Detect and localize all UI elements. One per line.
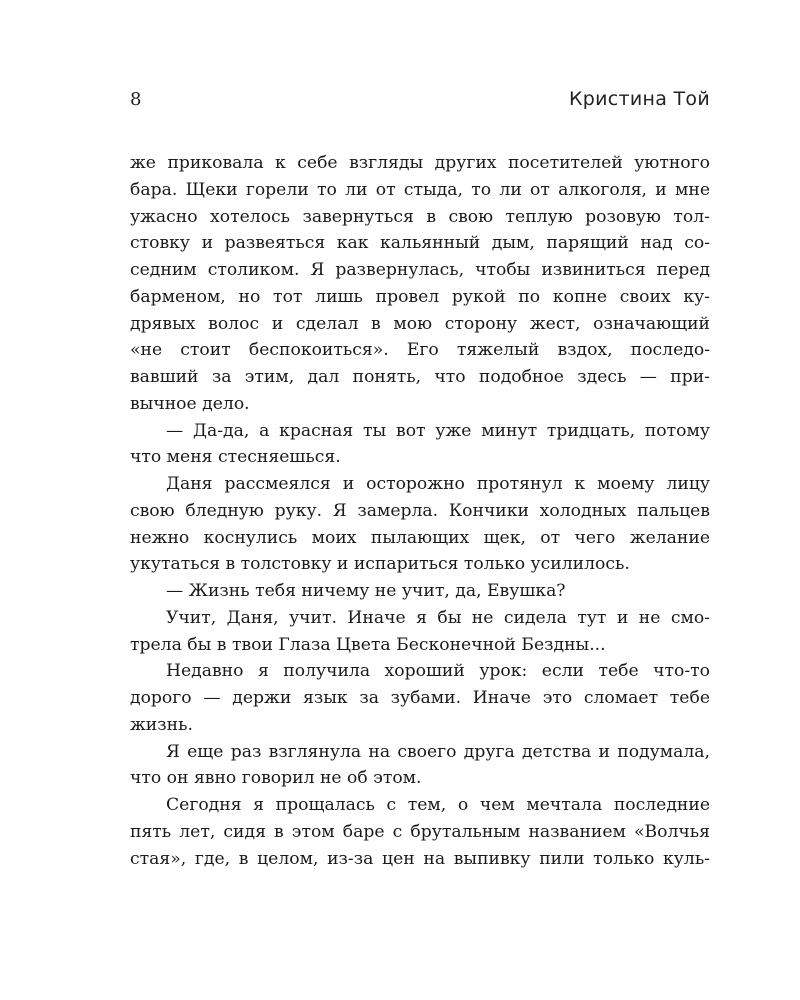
text-line: вычное дело. <box>130 393 250 414</box>
text-line: ужасно хотелось завернуться в свою теплую розовую тол- <box>130 206 710 227</box>
text-line: седним столиком. Я развернулась, чтобы извиниться перед <box>130 260 710 280</box>
text-line: Даня рассмеялся и осторожно протянул к моему лицу <box>166 474 710 494</box>
text-line: что меня стесняешься. <box>130 447 341 468</box>
paragraph <box>130 150 710 418</box>
paragraph <box>130 605 710 659</box>
text-line: вавший за этим, дал понять, что подобное здесь — при- <box>130 367 710 387</box>
paragraph <box>130 658 710 738</box>
text-line: Я еще раз взглянула на своего друга детства и подумала, <box>166 741 710 762</box>
paragraph <box>130 418 710 472</box>
paragraph <box>130 578 710 605</box>
text-line: бара. Щеки горели то ли от стыда, то ли от алкоголя, и мне <box>130 179 710 200</box>
body-text <box>130 150 710 872</box>
paragraph <box>130 792 710 872</box>
text-line: дорого — держи язык за зубами. Иначе это сломает тебе <box>130 688 710 708</box>
running-header <box>130 88 710 118</box>
text-line: — Да-да, а красная ты вот уже минут тридцать, потому <box>166 420 710 441</box>
text-line: же приковала к себе взгляды других посетителей уютного <box>130 153 710 173</box>
text-line: — Жизнь тебя ничему не учит, да, Евушка? <box>166 581 566 601</box>
author-name: Кристина Той <box>568 88 710 110</box>
text-line: пять лет, сидя в этом баре с брутальным названием «Волчья <box>130 821 710 842</box>
paragraph <box>130 471 710 578</box>
text-line: трела бы в твои Глаза Цвета Бесконечной Бездны... <box>130 634 606 655</box>
text-line: что он явно говорил не об этом. <box>130 768 422 789</box>
text-line: дрявых волос и сделал в мою сторону жест, означающий <box>130 313 710 334</box>
text-line: «не стоит беспокоиться». Его тяжелый вздох, последо- <box>130 340 710 361</box>
text-line: Сегодня я прощалась с тем, о чем мечтала последние <box>166 795 710 815</box>
text-line: нежно коснулись моих пылающих щек, от чего желание <box>130 527 710 548</box>
text-line: Недавно я получила хороший урок: если тебе что-то <box>166 661 710 682</box>
text-line: стовку и развеяться как кальянный дым, парящий над со- <box>130 233 710 254</box>
paragraph <box>130 739 710 793</box>
page-number: 8 <box>130 89 142 110</box>
text-line: жизнь. <box>130 714 193 735</box>
text-line: барменом, но тот лишь провел рукой по копне своих ку- <box>130 286 710 307</box>
text-line: стая», где, в целом, из-за цен на выпивку пили только куль- <box>130 848 710 869</box>
text-line: Учит, Даня, учит. Иначе я бы не сидела тут и не смо- <box>166 607 710 628</box>
text-line: укутаться в толстовку и испариться только усилилось. <box>130 554 630 575</box>
text-line: свою бледную руку. Я замерла. Кончики холодных пальцев <box>130 500 710 521</box>
